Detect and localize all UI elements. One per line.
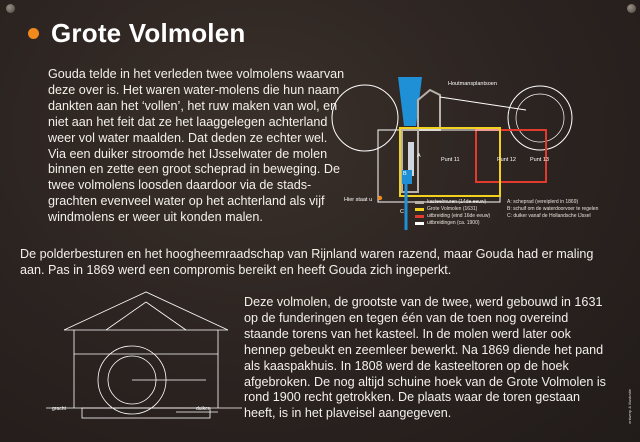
screw-bolt-top-left — [6, 4, 15, 13]
page-title: Grote Volmolen — [51, 18, 246, 48]
legend-note: B: schuif om de waterdoorvoer te regelen — [507, 206, 599, 212]
legend-swatch — [415, 201, 424, 204]
map-letter-c: C — [400, 209, 404, 215]
mill-foundation — [82, 408, 210, 418]
legend-item: Grote Volmolen (1631) — [415, 206, 490, 213]
white-extension-outline — [378, 130, 500, 202]
bullet-dot-icon — [28, 28, 39, 39]
legend-notes — [507, 199, 598, 220]
map-letter-b: B — [403, 171, 407, 177]
right-round-tower-outline — [508, 86, 572, 150]
second-paragraph: De polderbesturen en het hoogheemraadschap van Rijnland waren razend, maar Gouda had er maling aan. Pas in 1869 werd een compromis bereikt en heeft Gouda zich ingeperkt. — [20, 247, 594, 277]
red-extension-outline — [476, 130, 546, 182]
credit-text: ontwerp & illustratie — [627, 389, 632, 424]
map-label-you-are-here: Hier staat u — [344, 197, 373, 203]
title-block — [28, 18, 245, 49]
legend-swatch — [415, 208, 424, 211]
legend-item: uitbreiding (eind 16de eeuw) — [415, 213, 490, 220]
history-paragraph: Deze volmolen, de grootste van de twee, werd gebouwd in 1631 op de funderingen en tegen één van de toen nog overeind staande torens van het kasteel. In de molen werd later ook hennep gebeukt en zeemleer bewerkt. Na 1869 diende het pand als kaaspakhuis. In 1808 werd de kasteeltoren op de hoek afgebroken. De nog altijd schuine hoek van de Grote Volmolen is rond 1900 recht getrokken. De plaats waar de toren gestaan heeft, is in het plaveisel aangegeven. — [244, 295, 606, 421]
mill-label-duiker: duiker — [196, 406, 210, 412]
map-label-houtmansplantsoen: Houtmansplantsoen — [448, 81, 497, 87]
mill-cross-section-illustration — [46, 290, 242, 425]
right-tower-inner-circle — [516, 94, 564, 142]
mill-roof-truss-1 — [106, 302, 146, 330]
left-round-tower-outline — [332, 85, 398, 151]
map-label-unit-11: Punt 11 — [441, 157, 460, 163]
mill-label-gracht: gracht — [52, 406, 66, 412]
legend-note: A: scheprad (vereiplerd in 1869) — [507, 199, 579, 205]
legend-swatch — [415, 215, 424, 218]
map-label-unit-13: Punt 13 — [530, 157, 549, 163]
legend-swatch — [415, 222, 424, 225]
castle-wall-outline — [418, 90, 440, 130]
legend-item: uitbreidingen (ca. 1900) — [415, 220, 490, 227]
screw-bolt-top-right — [627, 4, 636, 13]
map-letter-a: A — [417, 153, 421, 159]
mill-roof-outline — [64, 292, 228, 330]
mill-roof-truss-2 — [146, 302, 186, 330]
intro-paragraph: Gouda telde in het verleden twee volmolens waarvan deze over is. Het waren water-molens die hun naam dankten aan het ‘vollen’, het ruw maken van wol, en niet aan het feit dat ze het laaggelegen achterland weer vol water maalden. Dat deden ze echter wel. Via een duiker stroomde het IJsselwater de molen binnen en zette een groot scheprad in beweging. De twee volmolens loosden daardoor via de stads-grachten evenveel water op het achterland als vijf windmolens er weer uit konden malen. — [48, 67, 345, 225]
you-are-here-marker-icon — [378, 196, 382, 200]
legend-item: kasteelmuren (14de eeuw) — [415, 199, 490, 206]
castle-wall-top — [440, 97, 526, 110]
map-legend — [415, 199, 599, 227]
legend-note: C: duiker vanaf de Hollandsche IJssel — [507, 213, 591, 219]
map-label-unit-12: Punt 12 — [497, 157, 516, 163]
